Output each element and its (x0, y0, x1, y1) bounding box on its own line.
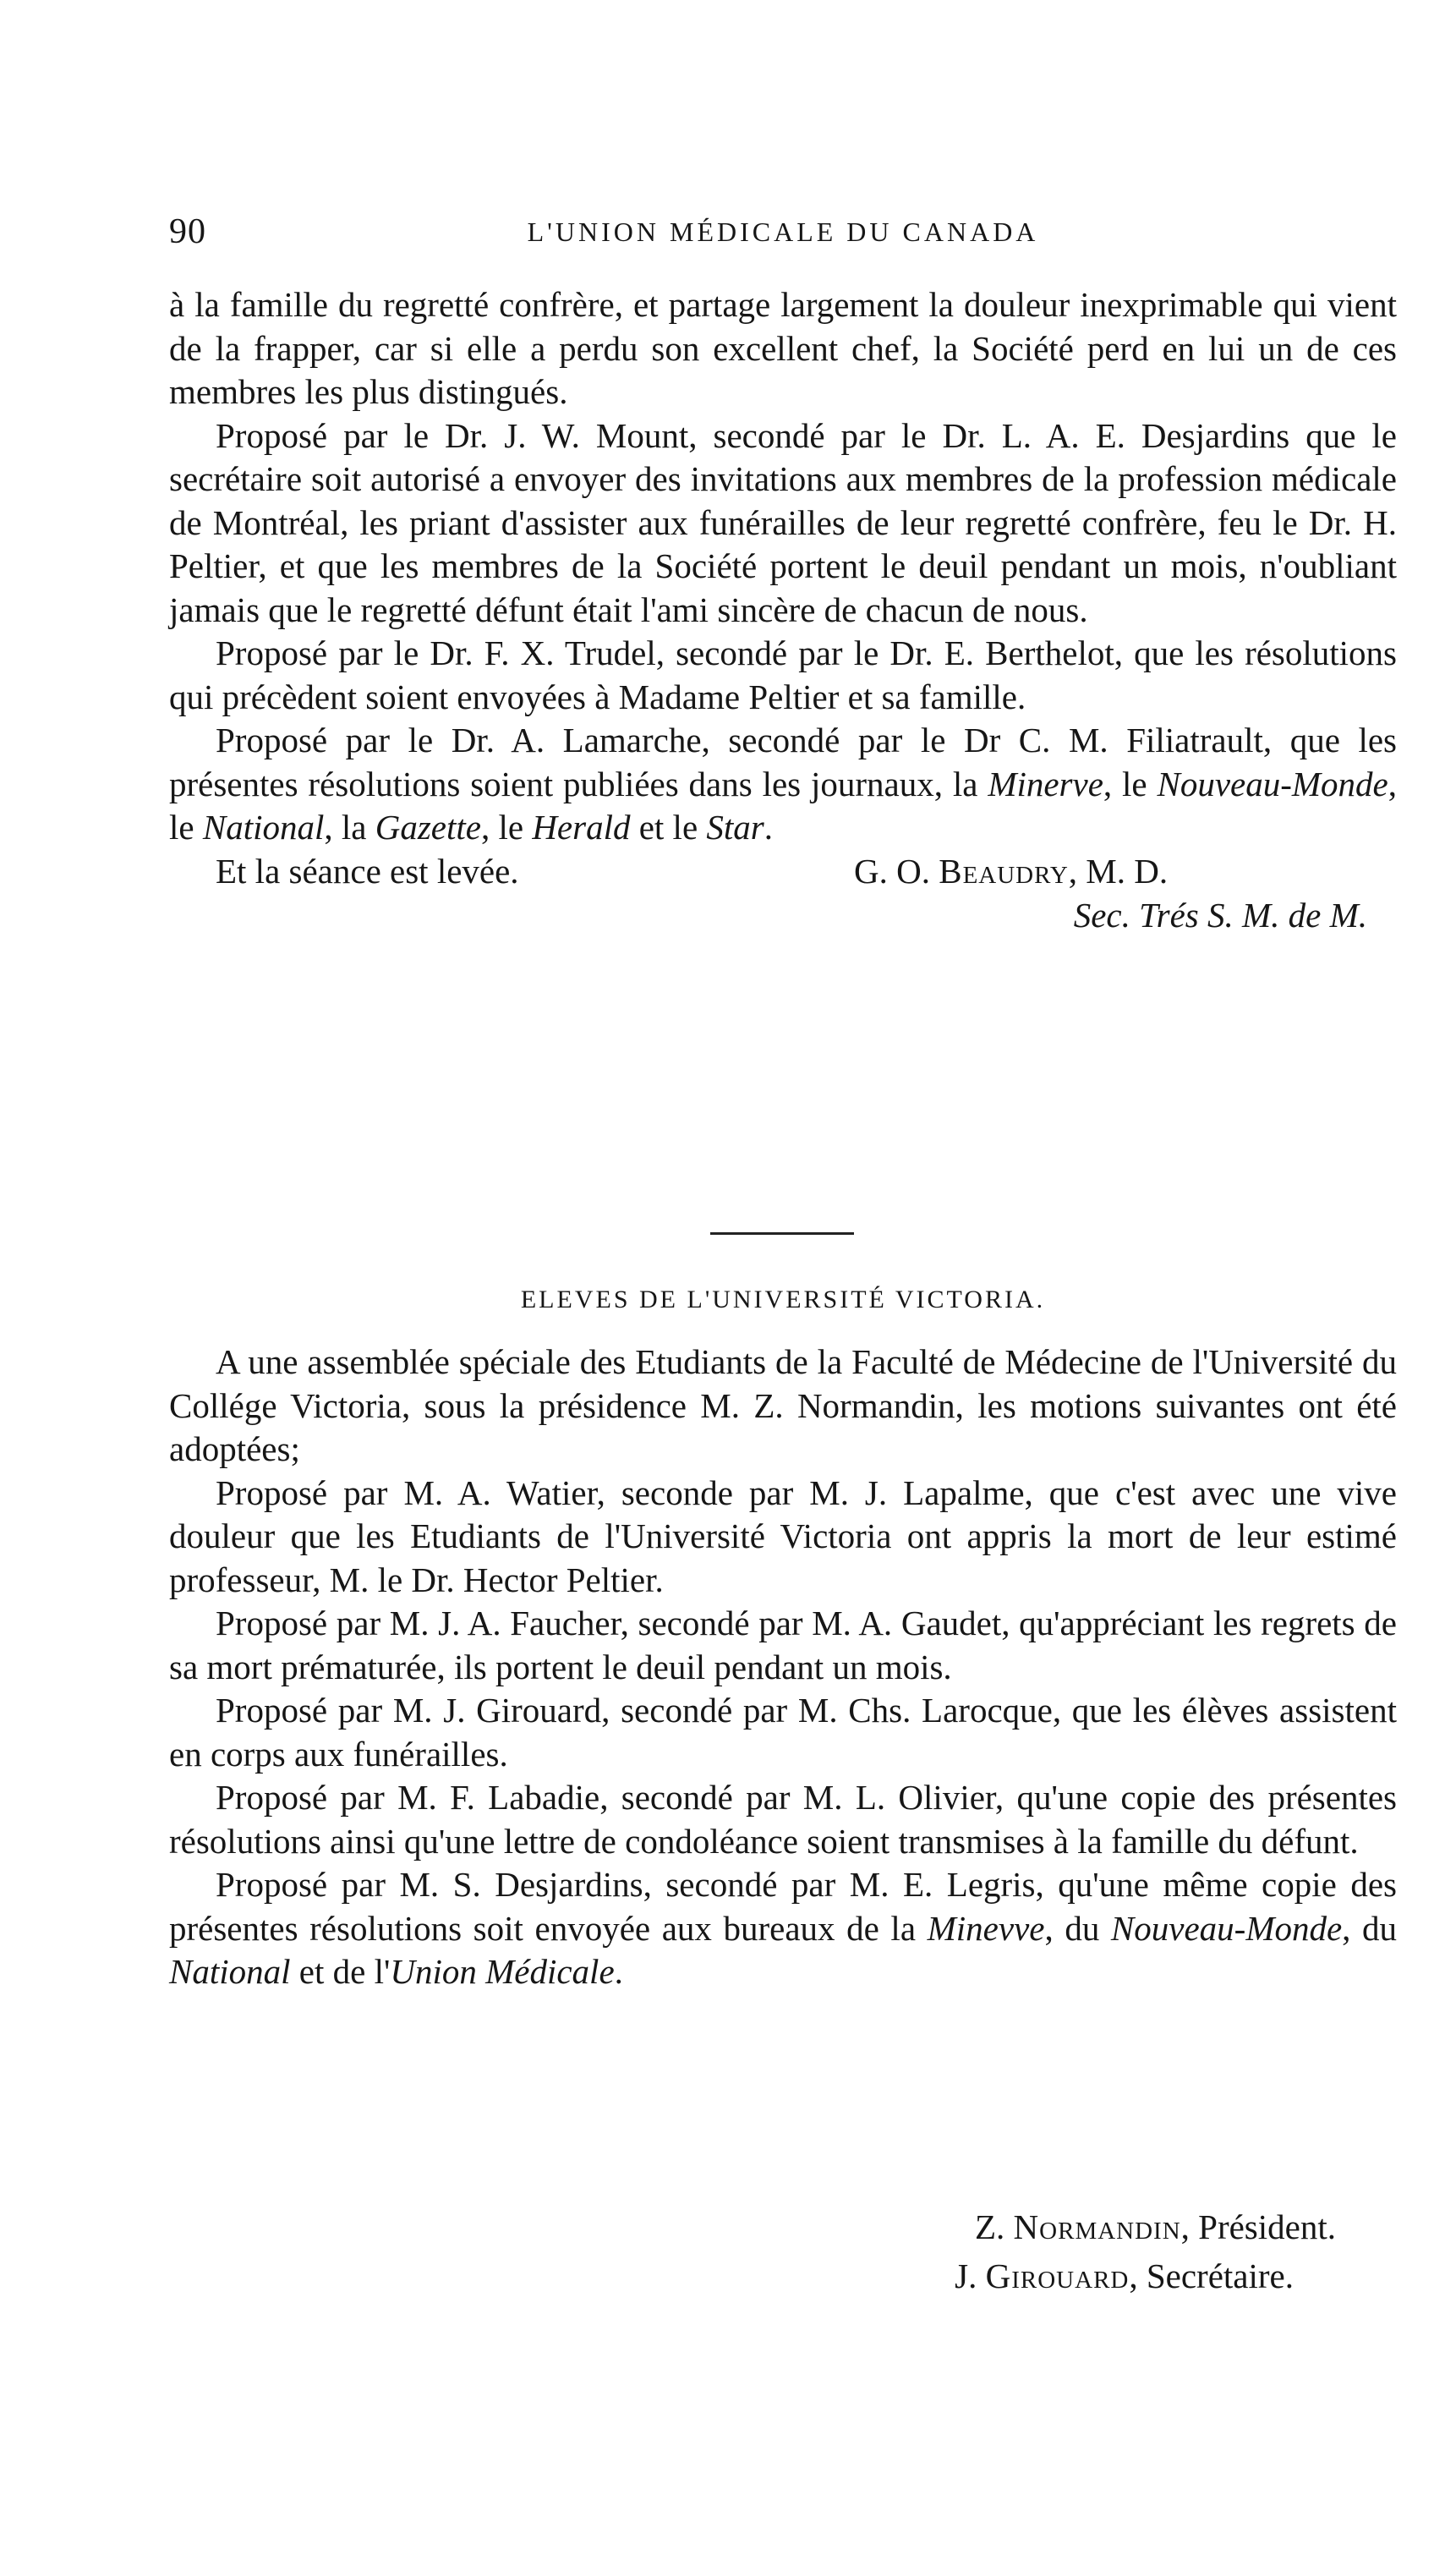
text-run: , le (1103, 764, 1158, 803)
signature-initials: G. O. (854, 851, 939, 891)
text-run: . (764, 808, 774, 847)
running-head (169, 211, 1397, 262)
paragraph (169, 1863, 1397, 1994)
signature-name: Girouard (985, 2256, 1130, 2295)
paragraph: A une assemblée spéciale des Etudiants de la Faculté de Médecine de l'Université du Collége Victoria, sous la présidence M. Z. Normandin, les motions suivantes ont été adoptées; (169, 1342, 1397, 1468)
closing-text: Et la séance est levée. (216, 851, 519, 891)
text-run: Proposé par M. S. Desjardins, secondé par M. E. Legris, qu'une même copie des présentes résolutions soit envoyée aux bureaux de la (169, 1865, 1397, 1948)
text-run: , du (1342, 1908, 1398, 1948)
newspaper-name: Minevve (927, 1908, 1045, 1948)
text-run: , la (324, 808, 375, 847)
section-divider (710, 1232, 854, 1235)
text-run: et le (630, 808, 707, 847)
signature-suffix: , M. D. (1068, 851, 1169, 891)
signature-initial: Z. (975, 2207, 1014, 2246)
text-run: et de l' (290, 1952, 391, 1991)
newspaper-name: Nouveau-Monde (1110, 1908, 1343, 1948)
paragraph (169, 719, 1397, 850)
signature-initial: J. (955, 2256, 986, 2295)
closing-row (169, 850, 1397, 894)
page-number: 90 (169, 212, 206, 251)
signature-name: Beaudry (939, 851, 1069, 891)
paragraph: Proposé par M. A. Watier, seconde par M. J. Lapalme, que c'est avec une vive douleur que les Etudiants de l'Université Victoria ont appris la mort de leur estimé professeur, M. le Dr. Hector Peltier. (169, 1472, 1397, 1599)
newspaper-name: Minerve (988, 764, 1103, 803)
signature-role: , Président. (1180, 2207, 1336, 2246)
paragraph: Proposé par M. J. Girouard, secondé par M. Chs. Larocque, que les élèves assistent en corps aux funérailles. (169, 1691, 1397, 1774)
president-signature (169, 2202, 1336, 2251)
paragraph: Proposé par M. J. A. Faucher, secondé par M. A. Gaudet, qu'appréciant les regrets de sa mort prématurée, ils portent le deuil pendant un mois. (169, 1604, 1397, 1686)
text-run: Proposé par le Dr. A. Lamarche, secondé par le Dr C. M. Filiatrault, que les présentes résolutions soient publiées dans les journaux, la (169, 721, 1397, 803)
newspaper-name: Union Médicale (390, 1952, 615, 1991)
paragraph: à la famille du regretté confrère, et partage largement la douleur inexprimable qui vient de la frapper, car si elle a perdu son excellent chef, la Société perd en lui un de ces membres les plus distingués. (169, 285, 1397, 411)
newspaper-name: Gazette (375, 808, 481, 847)
signature-role: , Secrétaire. (1129, 2256, 1294, 2295)
journal-title: L'UNION MÉDICALE DU CANADA (527, 217, 1039, 247)
minutes-section (169, 283, 1397, 938)
newspaper-name: National (169, 1952, 291, 1991)
newspaper-name: Nouveau-Monde (1157, 764, 1388, 803)
paragraph: Proposé par M. F. Labadie, secondé par M. L. Olivier, qu'une copie des présentes résolutions ainsi qu'une lettre de condoléance soient transmises à la famille du défunt. (169, 1778, 1397, 1861)
students-resolutions-section (169, 1341, 1397, 1994)
signature-name: Normandin (1013, 2207, 1181, 2246)
text-run: , le (169, 764, 1397, 847)
newspaper-name: National (202, 808, 325, 847)
paragraph: Proposé par le Dr. J. W. Mount, secondé par le Dr. L. A. E. Desjardins que le secrétaire soit autorisé a envoyer des invitations aux membres de la profession médicale de Montréal, les priant d'assister aux funérailles de leur regretté confrère, feu le Dr. H. Peltier, et que les membres de la Société portent le deuil pendant un mois, n'oubliant jamais que le regretté défunt était l'ami sincère de chacun de nous. (169, 415, 1397, 629)
paragraph: Proposé par le Dr. F. X. Trudel, secondé par le Dr. E. Berthelot, que les résolutions qui précèdent soient envoyées à Madame Peltier et sa famille. (169, 633, 1397, 716)
text-run: , le (480, 808, 533, 847)
section-title: ELEVES DE L'UNIVERSITÉ VICTORIA. (520, 1286, 1046, 1313)
text-run: , du (1044, 1908, 1111, 1948)
secretary-signature (169, 2251, 1336, 2300)
newspaper-name: Herald (532, 808, 631, 847)
newspaper-name: Star (706, 808, 764, 847)
signature-title: Sec. Trés S. M. de M. (1073, 895, 1367, 935)
text-run: . (614, 1952, 623, 1991)
document-page (169, 0, 1397, 2566)
signature (854, 850, 1168, 894)
